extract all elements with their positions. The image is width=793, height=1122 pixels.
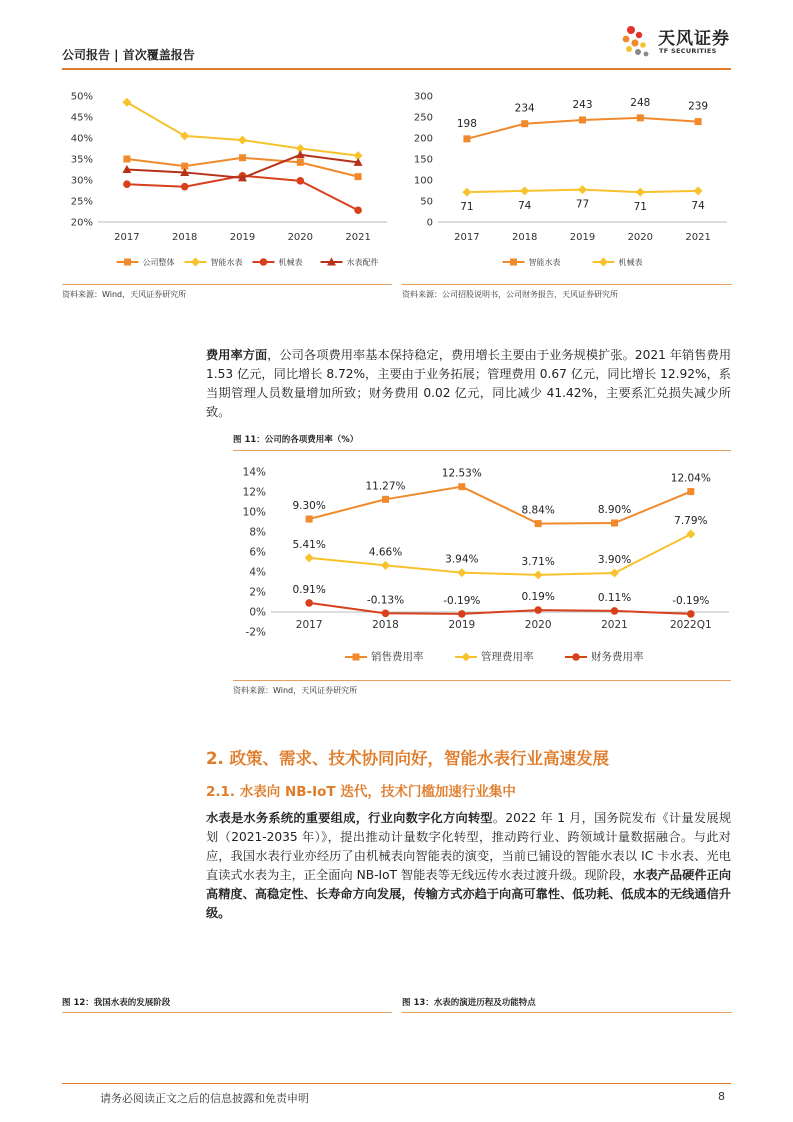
y-tick-label: 35%	[70, 154, 93, 166]
data-point	[687, 488, 694, 495]
data-point	[637, 114, 644, 121]
data-label: 198	[456, 117, 477, 130]
legend-label: 智能水表	[210, 258, 243, 267]
data-point	[297, 177, 305, 185]
data-point	[610, 569, 619, 578]
data-point	[123, 156, 130, 163]
data-point	[180, 131, 189, 140]
x-tick-label: 2020	[287, 232, 314, 243]
data-point	[695, 118, 702, 125]
data-label: 71	[460, 201, 474, 214]
legend-marker	[462, 653, 471, 662]
data-point	[521, 120, 528, 127]
x-tick-label: 2020	[524, 619, 552, 631]
data-label: 77	[575, 198, 590, 211]
water-meter-paragraph	[206, 809, 731, 923]
x-tick-label: 2018	[372, 619, 399, 631]
legend-label: 管理费用率	[481, 651, 534, 663]
legend-label: 智能水表	[528, 258, 561, 267]
data-label: 4.66%	[368, 546, 403, 559]
legend-label: 水表配件	[346, 258, 379, 267]
y-tick-label: 2%	[249, 586, 266, 599]
data-label: 3.94%	[445, 553, 479, 566]
y-tick-label: 0	[426, 217, 433, 229]
data-point	[686, 530, 695, 539]
water-meter-lead: 水表是水务系统的重要组成，行业向数字化方向转型	[206, 811, 493, 825]
data-point	[382, 496, 389, 503]
data-label: 3.90%	[597, 554, 632, 566]
figure11-source: 资料来源：Wind，天风证券研究所	[233, 686, 358, 695]
legend-marker	[191, 258, 200, 267]
legend-marker	[572, 653, 580, 661]
data-point	[181, 183, 189, 191]
data-label: -0.13%	[366, 594, 405, 607]
y-tick-label: 4%	[249, 566, 266, 579]
x-tick-label: 2017	[295, 619, 323, 631]
section-2-1-heading: 2.1. 水表向 NB-IoT 迭代，技术门槛加速行业集中	[206, 784, 516, 800]
y-tick-label: 50	[420, 196, 433, 208]
data-point	[578, 185, 587, 194]
figure13-title: 图 13：水表的演进历程及功能特点	[402, 998, 536, 1008]
data-point	[636, 188, 645, 197]
y-tick-label: 100	[413, 175, 433, 187]
series-line	[309, 534, 691, 575]
header-divider	[62, 68, 731, 70]
data-label: 7.79%	[674, 515, 708, 528]
data-point	[579, 116, 586, 123]
figure12-title-divider	[62, 1012, 392, 1013]
data-label: -0.19%	[443, 594, 481, 607]
expense-ratio-lead: 费用率方面	[206, 348, 268, 362]
data-point	[305, 553, 314, 562]
figure11-title: 图 11：公司的各项费用率（%）	[233, 435, 359, 445]
x-tick-label: 2017	[114, 232, 140, 243]
data-label: 248	[630, 96, 651, 109]
x-tick-label: 2022Q1	[669, 619, 712, 631]
data-point	[382, 610, 390, 618]
y-tick-label: 150	[413, 154, 433, 166]
data-point	[458, 610, 466, 618]
x-tick-label: 2018	[171, 232, 198, 243]
section-2-heading: 2. 政策、需求、技术协同向好，智能水表行业高速发展	[206, 749, 609, 768]
y-tick-label: 14%	[242, 466, 266, 479]
footer-divider	[62, 1083, 731, 1084]
x-tick-label: 2019	[448, 619, 476, 631]
series-line	[127, 102, 358, 155]
data-point	[122, 98, 131, 107]
data-point	[123, 180, 131, 188]
y-tick-label: 6%	[249, 546, 266, 559]
x-tick-label: 2020	[627, 232, 654, 243]
data-label: 243	[572, 98, 593, 111]
x-tick-label: 2021	[601, 619, 628, 631]
data-point	[687, 610, 695, 618]
x-tick-label: 2017	[454, 232, 480, 243]
data-label: 11.27%	[365, 480, 406, 493]
data-point	[238, 136, 247, 145]
data-point	[463, 135, 470, 142]
legend-label: 机械表	[278, 258, 303, 267]
water-meter-text: 。2022 年 1 月，国务院发布《计量发展规划（2021-2035 年）》，提出推动计量数字化转型，推动跨行业、跨领域计量数据融合。与此对应，我国水表行业亦经历了由机械表向智能表的演变，当前已铺设的智能水表以 IC 卡水表、光电直读式水表为主，正全面向 NB-IoT 智能表等无线远传水表过渡升级。现阶段，	[206, 811, 732, 882]
y-tick-label: 25%	[70, 196, 93, 208]
footer-disclaimer: 请务必阅读正文之后的信息披露和免责申明	[100, 1092, 309, 1105]
figure13-title-divider	[402, 1012, 732, 1013]
legend-label: 机械表	[618, 258, 643, 267]
y-tick-label: 12%	[242, 486, 266, 499]
legend-label: 销售费用率	[371, 651, 424, 663]
data-point	[520, 186, 529, 195]
data-point	[458, 483, 465, 490]
data-label: 71	[633, 201, 647, 214]
data-label: 0.11%	[597, 591, 632, 604]
data-point	[239, 154, 246, 161]
legend-label: 公司整体	[142, 258, 175, 267]
logo-english-name: TF SECURITIES	[659, 47, 717, 55]
data-label: 239	[688, 100, 709, 113]
data-label: 74	[518, 199, 532, 212]
y-tick-label: -2%	[245, 626, 266, 639]
y-tick-label: 45%	[70, 112, 93, 124]
data-point	[306, 516, 313, 523]
y-tick-label: 250	[413, 112, 433, 124]
chart-expense-ratios	[233, 454, 731, 680]
legend-marker	[353, 654, 360, 661]
x-tick-label: 2021	[685, 232, 711, 243]
expense-ratio-paragraph	[206, 346, 731, 422]
data-point	[297, 159, 304, 166]
data-point	[534, 570, 543, 579]
y-tick-label: 20%	[70, 217, 93, 229]
data-label: 12.04%	[670, 472, 711, 485]
data-label: -0.19%	[672, 594, 710, 607]
data-label: 74	[691, 199, 705, 212]
data-point	[355, 173, 362, 180]
chart2-source: 资料来源：公司招股说明书，公司财务报告，天风证券研究所	[402, 290, 618, 299]
y-tick-label: 50%	[70, 91, 93, 103]
data-point	[462, 188, 471, 197]
data-label: 9.30%	[292, 500, 326, 512]
chart-gross-margin	[62, 84, 392, 284]
y-tick-label: 200	[413, 133, 433, 145]
data-point	[611, 607, 619, 615]
data-label: 0.19%	[521, 591, 555, 604]
chart-unit-price	[402, 84, 732, 284]
y-tick-label: 300	[413, 91, 433, 103]
x-tick-label: 2018	[511, 232, 538, 243]
legend-marker	[510, 259, 517, 266]
data-label: 8.84%	[521, 504, 555, 517]
data-label: 12.53%	[441, 467, 482, 480]
legend-marker	[260, 258, 268, 266]
data-label: 8.90%	[597, 504, 632, 516]
legend-marker	[124, 259, 131, 266]
y-tick-label: 30%	[70, 175, 93, 187]
data-label: 5.41%	[292, 538, 326, 551]
x-tick-label: 2019	[569, 232, 596, 243]
data-label: 3.71%	[521, 555, 555, 568]
report-type-title: 公司报告 | 首次覆盖报告	[62, 48, 195, 62]
water-meter-bold-conclusion: 水表产品硬件正向高精度、高稳定性、长寿命方向发展，传输方式亦趋于向高可靠性、低功耗、低成本的无线通信升级。	[206, 868, 732, 920]
page-number: 8	[718, 1090, 725, 1103]
y-tick-label: 8%	[249, 526, 266, 539]
chart1-source-divider	[62, 284, 392, 285]
data-label: 234	[514, 102, 535, 115]
data-point	[611, 520, 618, 527]
data-point	[694, 186, 703, 195]
expense-ratio-text: ，公司各项费用率基本保持稳定，费用增长主要由于业务规模扩张。2021 年销售费用 1.53 亿元，同比增长 8.72%，主要由于业务拓展；管理费用 0.67 亿元，同比增长 12.92%，系当期管理人员数量增加所致；财务费用 0.02 亿元，同比减少 41.42%，主要系汇兑损失减少所致。	[206, 348, 732, 419]
legend-marker	[599, 258, 608, 267]
x-tick-label: 2019	[229, 232, 256, 243]
y-tick-label: 40%	[70, 133, 93, 145]
data-point	[354, 206, 362, 214]
chart1-source: 资料来源：Wind，天风证券研究所	[62, 290, 187, 299]
chart2-source-divider	[402, 284, 732, 285]
data-point	[535, 520, 542, 527]
figure11-title-divider	[233, 450, 731, 451]
data-point	[305, 599, 313, 607]
figure12-title: 图 12：我国水表的发展阶段	[62, 998, 171, 1008]
data-label: 0.91%	[292, 583, 326, 596]
data-point	[381, 561, 390, 570]
figure11-source-divider	[233, 680, 731, 681]
data-point	[457, 568, 466, 577]
y-tick-label: 0%	[249, 606, 266, 619]
x-tick-label: 2021	[345, 232, 371, 243]
y-tick-label: 10%	[242, 506, 266, 519]
data-point	[534, 606, 542, 614]
logo-chinese-name: 天风证券	[658, 29, 730, 49]
legend-label: 财务费用率	[591, 651, 644, 663]
